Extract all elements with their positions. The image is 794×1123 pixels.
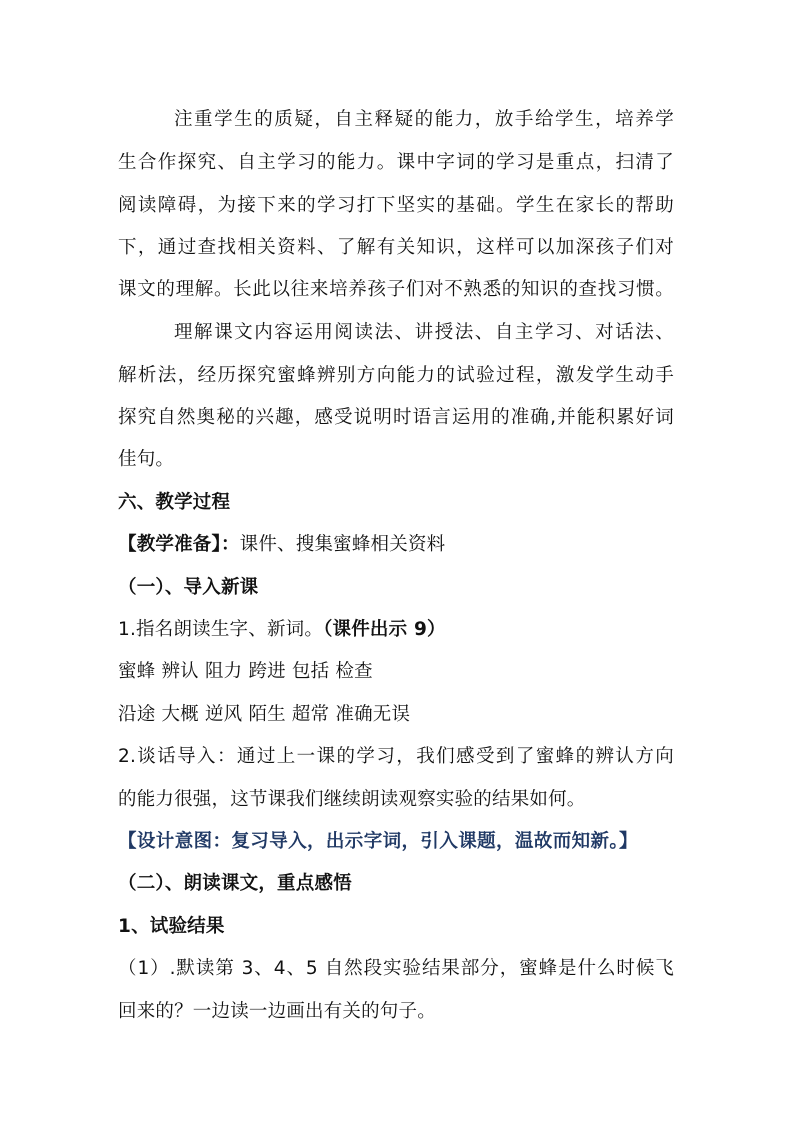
- part2-heading: （二）、朗读课文，重点感悟: [118, 873, 352, 894]
- step1-line-1: （1）.默读第 3、4、5 自然段实验结果部分，蜜蜂是什么时候飞: [118, 958, 674, 979]
- sub1-heading: 1、试验结果: [118, 916, 225, 937]
- item2-line-1: 2.谈话导入：通过上一课的学习，我们感受到了蜜蜂的辨认方向: [118, 746, 674, 767]
- para1-line-3: 阅读障碍，为接下来的学习打下坚实的基础。学生在家长的帮助: [118, 195, 674, 216]
- prep-line: [118, 533, 445, 557]
- para2-line-3: 探究自然奥秘的兴趣，感受说明时语言运用的准确,并能积累好词: [118, 407, 674, 428]
- para1-line-5: 课文的理解。长此以往来培养孩子们对不熟悉的知识的查找习惯。: [118, 279, 674, 300]
- item1-text: 1.指名朗读生字、新词。: [118, 619, 324, 640]
- para1-line-2: 生合作探究、自主学习的能力。课中字词的学习是重点，扫清了: [118, 152, 674, 173]
- para2-line-4: 佳句。: [118, 449, 175, 470]
- part1-heading: （一）、导入新课: [118, 577, 259, 598]
- design-intent: 【设计意图：复习导入，出示字词，引入课题，温故而知新。】: [118, 831, 638, 852]
- para1-line-4: 下，通过查找相关资料、了解有关知识，这样可以加深孩子们对: [118, 237, 674, 258]
- para2-line-2: 解析法，经历探究蜜蜂辨别方向能力的试验过程，激发学生动手: [118, 365, 674, 386]
- item1-line: [118, 618, 446, 642]
- para2-line-1: 理解课文内容运用阅读法、讲授法、自主学习、对话法、: [174, 322, 674, 343]
- para1-line-1: 注重学生的质疑，自主释疑的能力，放手给学生，培养学: [174, 109, 674, 130]
- prep-text: 课件、搜集蜜蜂相关资料: [239, 534, 446, 555]
- item1-note: （课件出示 9）: [323, 619, 446, 640]
- prep-label: 【教学准备】：: [118, 534, 240, 555]
- item2-line-2: 的能力很强，这节课我们继续朗读观察实验的结果如何。: [118, 789, 586, 810]
- words-line-2: 沿途 大概 逆风 陌生 超常 准确无误: [118, 704, 411, 725]
- section-heading: 六、教学过程: [118, 492, 231, 513]
- words-line-1: 蜜蜂 辨认 阻力 跨进 包括 检查: [118, 661, 373, 682]
- step1-line-2: 回来的？一边读一边画出有关的句子。: [118, 1001, 436, 1022]
